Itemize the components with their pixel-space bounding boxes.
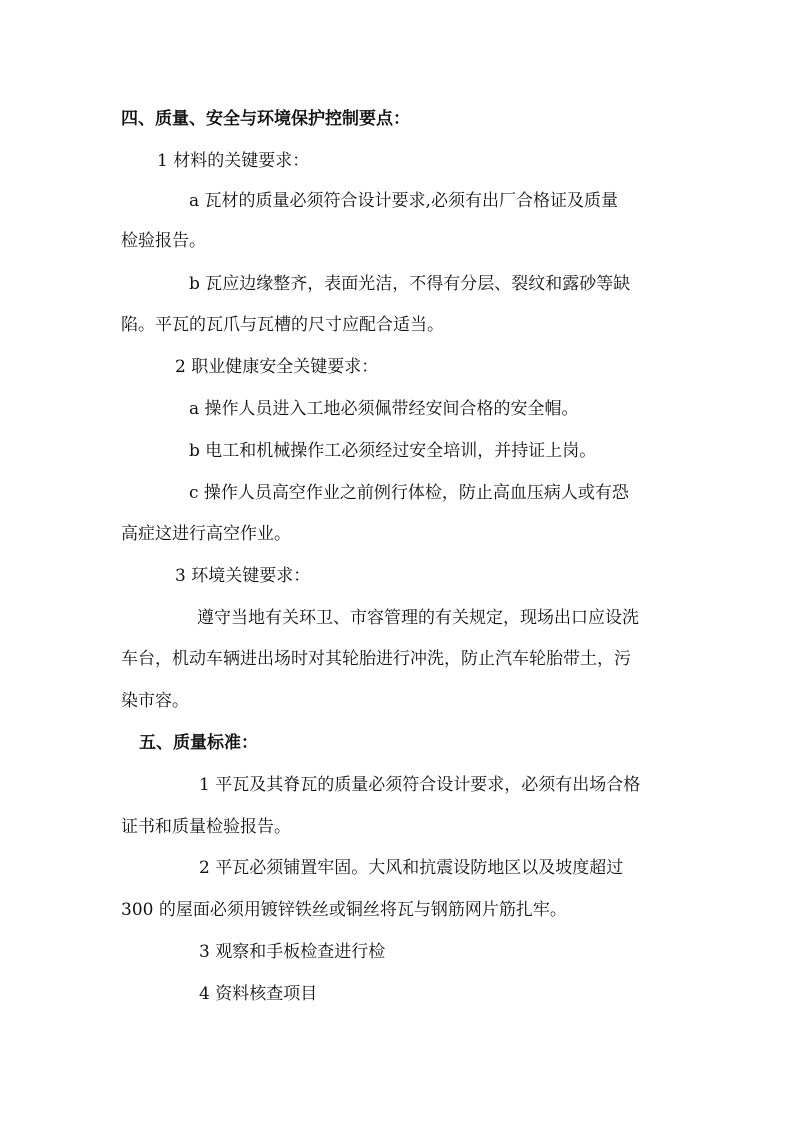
s5-item2-line1: 2 平瓦必须铺置牢固。大风和抗震设防地区以及坡度超过	[199, 858, 624, 878]
s5-item4: 4 资料核查项目	[199, 984, 318, 1004]
sub1-title: 1 材料的关键要求：	[157, 151, 310, 171]
sub1-a-line1: a 瓦材的质量必须符合设计要求,必须有出厂合格证及质量	[189, 191, 618, 211]
sub3-p-line3: 染市容。	[121, 691, 189, 711]
s5-item1-line1: 1 平瓦及其脊瓦的质量必须符合设计要求，必须有出场合格	[199, 775, 641, 795]
sub3-title: 3 环境关键要求：	[175, 566, 311, 586]
sub2-a: a 操作人员进入工地必须佩带经安间合格的安全帽。	[189, 399, 579, 419]
sub3-p-line2: 车台，机动车辆进出场时对其轮胎进行冲洗，防止汽车轮胎带土，污	[121, 649, 631, 669]
sub2-c-line2: 高症这进行高空作业。	[121, 524, 291, 544]
sub2-c-line1: c 操作人员高空作业之前例行体检，防止高血压病人或有恐	[189, 483, 629, 503]
sub2-b: b 电工和机械操作工必须经过安全培训，并持证上岗。	[189, 441, 597, 461]
s5-item1-line2: 证书和质量检验报告。	[121, 817, 291, 837]
section5-heading: 五、质量标准：	[139, 733, 258, 753]
section4-heading: 四、质量、安全与环境保护控制要点：	[121, 109, 410, 129]
sub1-a-line2: 检验报告。	[121, 231, 206, 251]
sub1-b-line2: 陷。平瓦的瓦爪与瓦槽的尺寸应配合适当。	[121, 315, 444, 335]
sub2-title: 2 职业健康安全关键要求：	[175, 357, 379, 377]
s5-item3: 3 观察和手板检查进行检	[199, 942, 386, 962]
sub3-p-line1: 遵守当地有关环卫、市容管理的有关规定，现场出口应设洗	[197, 608, 639, 628]
sub1-b-line1: b 瓦应边缘整齐，表面光洁，不得有分层、裂纹和露砂等缺	[189, 274, 631, 294]
s5-item2-line2: 300 的屋面必须用镀锌铁丝或铜丝将瓦与钢筋网片筋扎牢。	[121, 900, 567, 920]
